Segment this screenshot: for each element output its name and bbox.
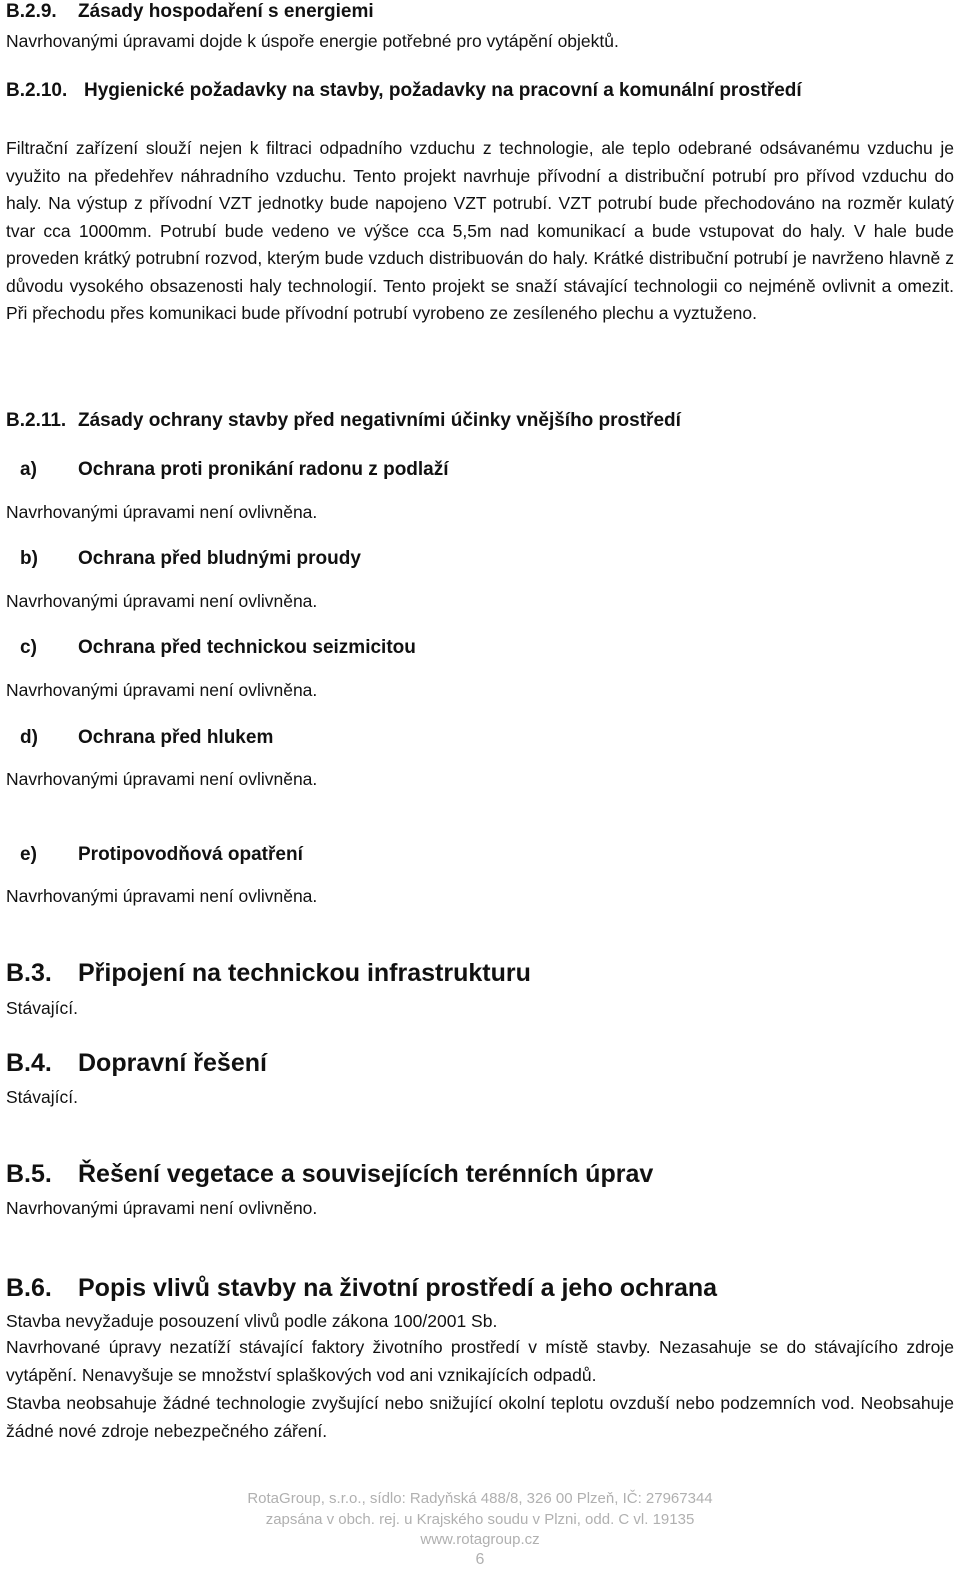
item-e-text: Navrhovanými úpravami není ovlivněna. <box>6 886 318 906</box>
section-title: Zásady ochrany stavby před negativními účinky vnějšího prostředí <box>78 410 681 431</box>
section-title: Připojení na technickou infrastrukturu <box>78 959 531 987</box>
section-title: Hygienické požadavky na stavby, požadavky na pracovní a komunální prostředí <box>84 80 802 101</box>
section-number: B.2.10. <box>6 80 68 101</box>
section-b6-line1: Stavba nevyžaduje posouzení vlivů podle zákona 100/2001 Sb. <box>6 1311 498 1331</box>
section-title: Zásady hospodaření s energiemi <box>78 1 374 22</box>
item-title: Protipovodňová opatření <box>78 844 303 865</box>
item-title: Ochrana před bludnými proudy <box>78 548 361 569</box>
section-b210-paragraph: Filtrační zařízení slouží nejen k filtraci odpadního vzduchu z technologie, ale teplo odebrané odsávanému vzduchu je využito na předehřev náhradního vzduchu. Tento projekt navrhuje přívodní a distribuční potrubí pro přívod vzduchu do haly. Na výstup z přívodní VZT jednotky bude napojeno VZT potrubí. VZT potrubí bude přechodováno na rozměr kulatý tvar cca 1000mm. Potrubí bude vedeno ve výšce cca 5,5m nad komunikací a bude vstupovat do haly. V hale bude proveden krátký potrubní rozvod, kterým bude vzduch distribuován do haly. Krátké distribuční potrubí je navrženo hlavně z důvodu vysokého obsazenosti haly technologií. Tento projekt se snaží stávající technologii co nejméně ovlivnit a omezit. Při přechodu přes komunikaci bude přívodní potrubí vyrobeno ze zesíleného plechu a vyztuženo. <box>6 138 954 323</box>
item-letter: d) <box>20 727 38 748</box>
item-letter: c) <box>20 637 37 658</box>
item-title: Ochrana před technickou seizmicitou <box>78 637 416 658</box>
section-number: B.6. <box>6 1274 52 1302</box>
section-b6-para3: Stavba neobsahuje žádné technologie zvyšující nebo snižující okolní teplotu ovzduší nebo podzemních vod. Neobsahuje žádné nové zdroje nebezpečného záření. <box>6 1393 954 1441</box>
footer-registration: zapsána v obch. rej. u Krajského soudu v Plzni, odd. C vl. 19135 <box>265 1511 695 1528</box>
section-number: B.5. <box>6 1160 52 1188</box>
section-title: Řešení vegetace a souvisejících terénních úprav <box>78 1160 654 1188</box>
item-letter: a) <box>20 459 37 480</box>
section-b6-para2: Navrhované úpravy nezatíží stávající faktory životního prostředí v místě stavby. Nezasahuje se do stávajícího zdroje vytápění. Nenavyšuje se množství splaškových vod ani vznikajících odpadů. <box>6 1337 954 1385</box>
item-a-text: Navrhovanými úpravami není ovlivněna. <box>6 502 318 522</box>
section-number: B.2.9. <box>6 1 57 22</box>
item-letter: e) <box>20 844 37 865</box>
section-number: B.4. <box>6 1049 52 1077</box>
section-b4-text: Stávající. <box>6 1087 78 1107</box>
section-b29-text: Navrhovanými úpravami dojde k úspoře energie potřebné pro vytápění objektů. <box>6 31 619 51</box>
item-letter: b) <box>20 548 38 569</box>
section-b5-text: Navrhovanými úpravami není ovlivněno. <box>6 1198 318 1218</box>
item-b-text: Navrhovanými úpravami není ovlivněna. <box>6 591 318 611</box>
section-title: Popis vlivů stavby na životní prostředí a jeho ochrana <box>78 1274 718 1302</box>
item-c-text: Navrhovanými úpravami není ovlivněna. <box>6 680 318 700</box>
footer-company: RotaGroup, s.r.o., sídlo: Radyňská 488/8, 326 00 Plzeň, IČ: 27967344 <box>247 1490 713 1507</box>
item-d-text: Navrhovanými úpravami není ovlivněna. <box>6 769 318 789</box>
item-title: Ochrana před hlukem <box>78 727 274 748</box>
page-number: 6 <box>475 1551 485 1568</box>
section-b3-text: Stávající. <box>6 998 78 1018</box>
footer-website[interactable]: www.rotagroup.cz <box>420 1531 540 1548</box>
section-title: Dopravní řešení <box>78 1049 267 1077</box>
section-number: B.3. <box>6 959 52 987</box>
item-title: Ochrana proti pronikání radonu z podlaží <box>78 459 449 480</box>
section-number: B.2.11. <box>6 410 67 431</box>
